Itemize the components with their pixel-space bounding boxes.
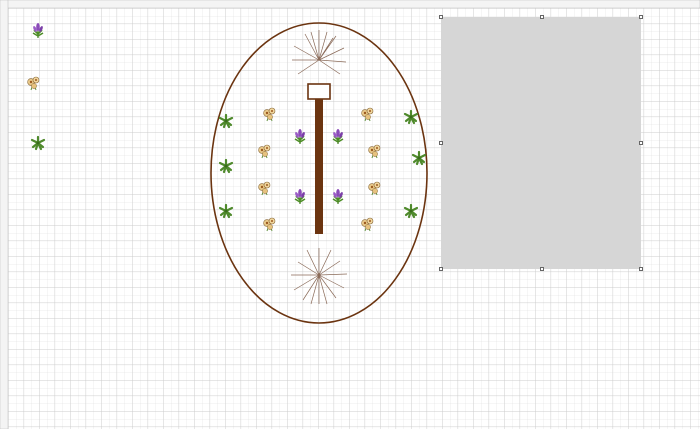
resize-handle-w[interactable] (439, 141, 443, 145)
resize-handle-n[interactable] (540, 15, 544, 19)
sign-post[interactable] (315, 99, 323, 234)
note-text (443, 19, 641, 28)
resize-handle-nw[interactable] (439, 15, 443, 19)
top-ruler (0, 0, 700, 8)
resize-handle-se[interactable] (639, 267, 643, 271)
resize-handle-e[interactable] (639, 141, 643, 145)
sign-cap[interactable] (308, 84, 330, 99)
resize-handle-ne[interactable] (639, 15, 643, 19)
left-ruler (0, 0, 8, 429)
resize-handle-sw[interactable] (439, 267, 443, 271)
resize-handle-s[interactable] (540, 267, 544, 271)
note-box[interactable] (441, 17, 641, 269)
